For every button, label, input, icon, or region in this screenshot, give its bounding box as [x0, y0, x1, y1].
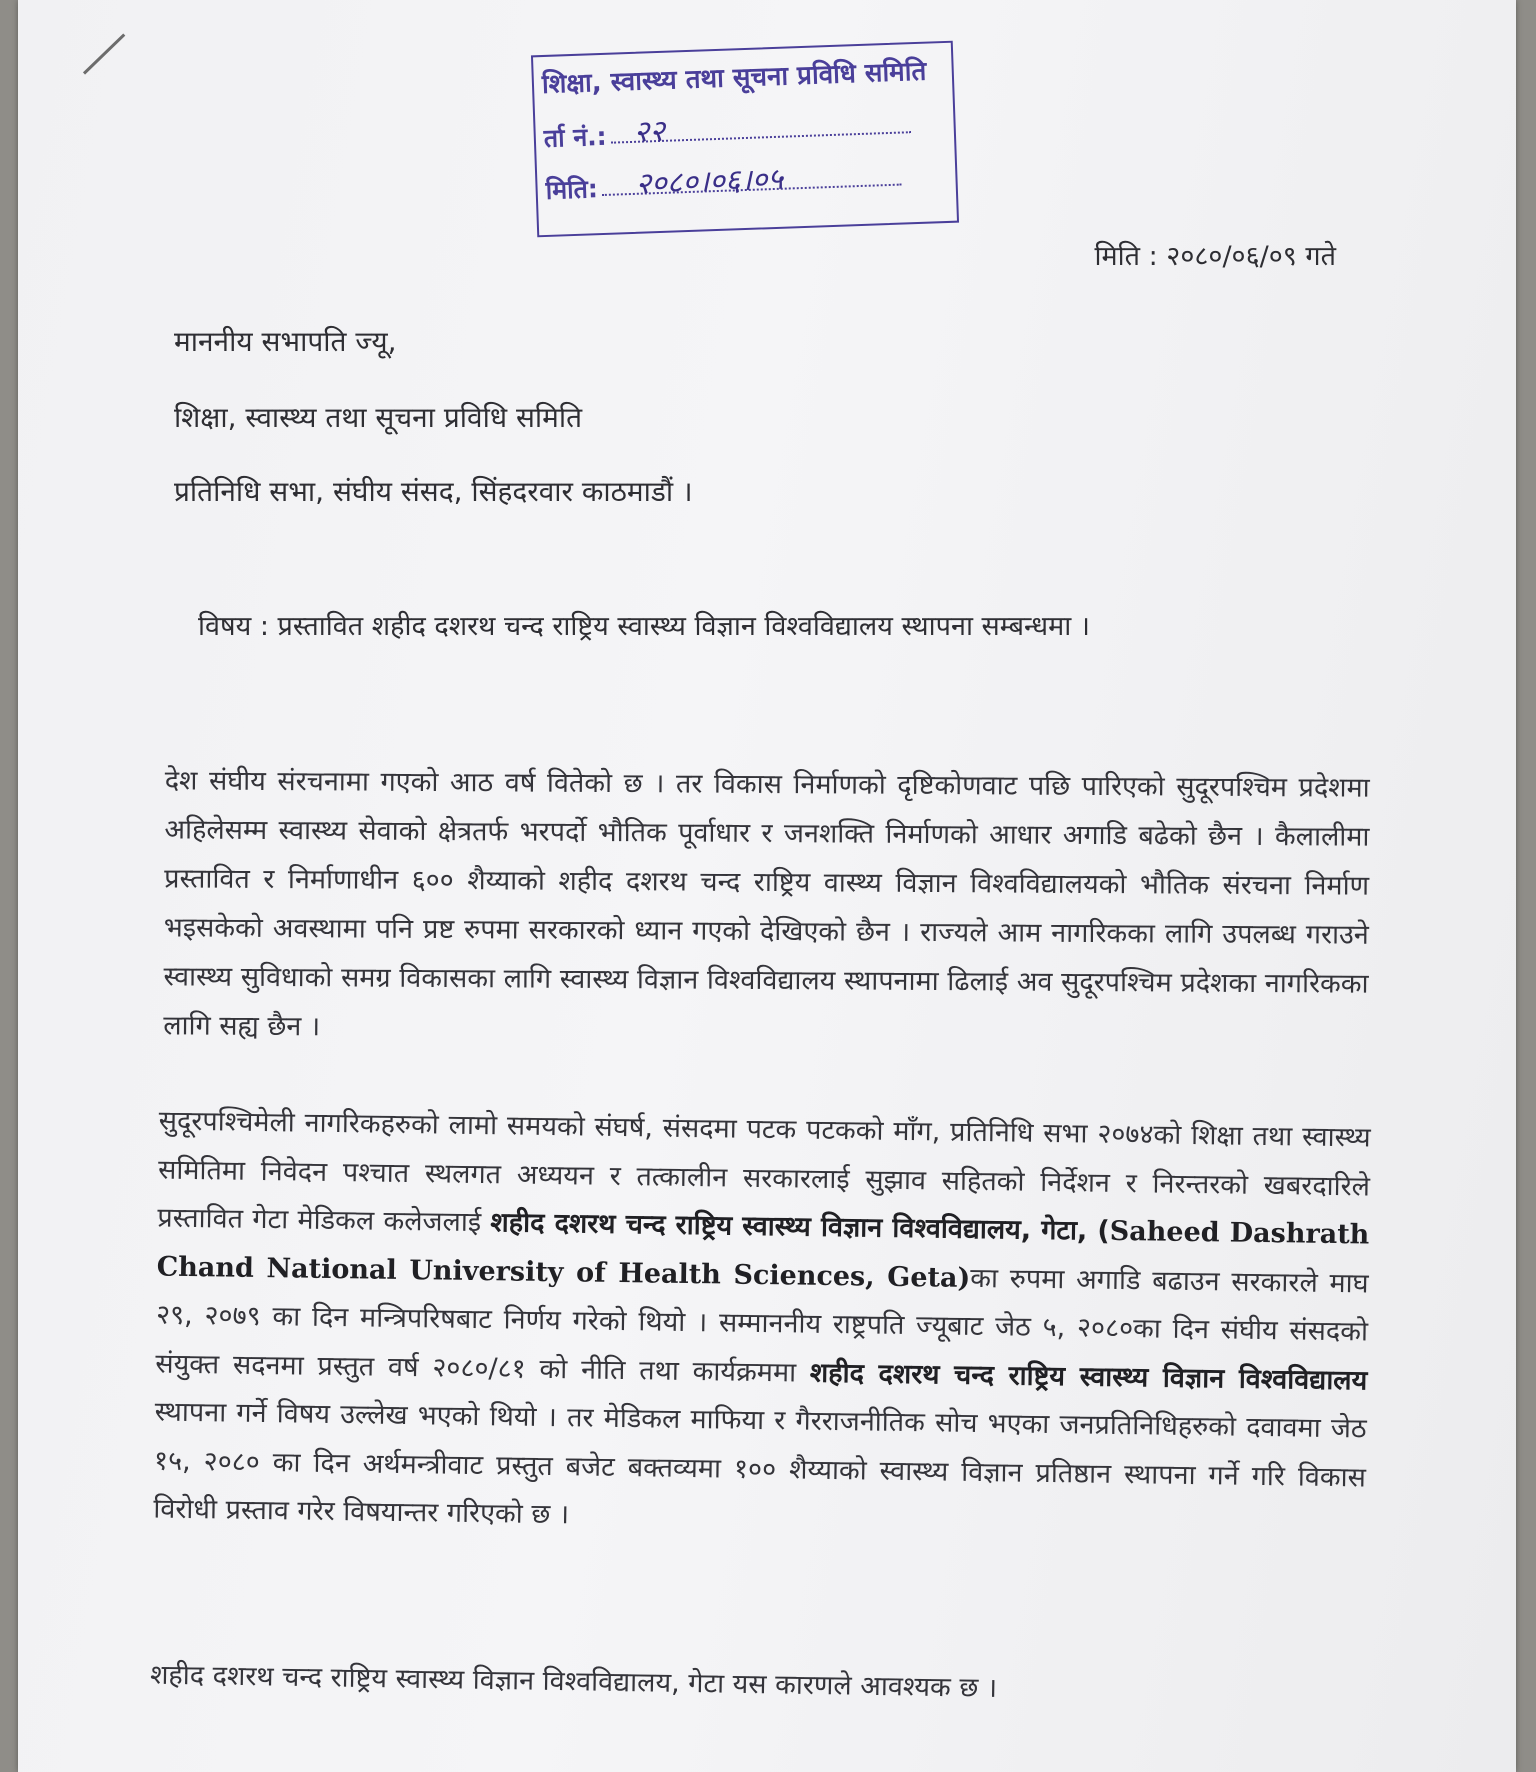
paragraph-2-bold-university-name: शहीद दशरथ चन्द राष्ट्रिय स्वास्थ्य विज्ञान विश्वविद्यालय, गेटा, ( [490, 1207, 1110, 1247]
recipient-address: प्रतिनिधि सभा, संघीय संसद, सिंहदरवार काठमाडौं । [174, 475, 693, 508]
stamp-number-value: २२ [633, 113, 666, 150]
paragraph-2-part-2: का रुपमा अगाडि बढाउन सरकारले माघ २९, २०७९ का दिन मन्त्रिपरिषबाट निर्णय गरेको थियो । सम्माननीय राष्ट्रपति ज्यूबाट जेठ ५, २०८०का दिन संघीय संसदको संयुक्त सदनमा प्रस्तुत वर्ष २०८०/८१ को नीति तथा कार्यक्रममा [155, 1262, 1369, 1389]
recipient-committee: शिक्षा, स्वास्थ्य तथा सूचना प्रविधि समिति [174, 401, 583, 434]
stamp-number-row [543, 108, 911, 155]
letter-page [18, 0, 1516, 1772]
paragraph-2 [153, 1098, 1371, 1551]
registration-stamp [531, 41, 959, 238]
stamp-title: शिक्षा, स्वास्थ्य तथा सूचना प्रविधि समिति [541, 56, 927, 101]
stamp-number-label: र्ता नं.: [543, 121, 608, 154]
stamp-date-label: मिति: [545, 174, 599, 205]
stamp-date-value: २०८०।०६।०५ [634, 161, 784, 202]
paragraph-2-part-3: स्थापना गर्ने विषय उल्लेख भएको थियो । तर मेडिकल माफिया र गैरराजनीतिक सोच भएका जनप्रतिनिधिहरुको दवावमा जेठ १५, २०८० का दिन अर्थमन्त्रीवाट प्रस्तुत बजेट बक्तव्यमा १०० शैय्याको स्वास्थ्य विज्ञान प्रतिष्ठान स्थापना गर्ने गरि विकास विरोधी प्रस्ताव गरेर विषयान्तर गरिएको छ । [153, 1396, 1367, 1531]
paragraph-2-part-1: सुदूरपश्चिमेली नागरिकहरुको लामो समयको संघर्ष, संसदमा पटक पटकको माँग, प्रतिनिधि सभा २०७४को शिक्षा तथा स्वास्थ्य समितिमा निवेदन पश्चात स्थलगत अध्ययन र तत्कालीन सरकारलाई सुझाव सहितको निर्देशन र निरन्तरको खबरदारिले प्रस्तावित गेटा मेडिकल कलेजलाई [157, 1105, 1371, 1239]
paragraph-1: देश संघीय संरचनामा गएको आठ वर्ष वितेको छ । तर विकास निर्माणको दृष्टिकोणवाट पछि पारिएको सुदूरपश्चिम प्रदेशमा अहिलेसम्म स्वास्थ्य सेवाको क्षेत्रतर्फ भरपर्दो भौतिक पूर्वाधार र जनशक्ति निर्माणको आधार अगाडि बढेको छैन । कैलालीमा प्रस्तावित र निर्माणाधीन ६०० शैय्याको शहीद दशरथ चन्द राष्ट्रिय वास्थ्य विज्ञान विश्वविद्यालयको भौतिक संरचना निर्माण भइसकेको अवस्थामा पनि प्रष्ट रुपमा सरकारको ध्यान गएको देखिएको छैन । राज्यले आम नागरिकका लागि उपलब्ध गराउने स्वास्थ्य सुविधाको समग्र विकासका लागि स्वास्थ्य विज्ञान विश्वविद्यालय स्थापनामा ढिलाई अव सुदूरपश्चिम प्रदेशका नागरिकका लागि सह्य छैन । [163, 765, 1370, 1043]
letter-date: मिति : २०८०/०६/०९ गते [1094, 241, 1336, 272]
paragraph-2-bold-english-name: Saheed Dashrath Chand National University of Health Sciences, Geta) [156, 1215, 1370, 1294]
paragraph-2-bold-university-name-2: शहीद दशरथ चन्द राष्ट्रिय स्वास्थ्य विज्ञान विश्वविद्यालय [809, 1357, 1368, 1396]
stamp-date-row [545, 161, 902, 207]
recipient-salutation: माननीय सभापति ज्यू, [174, 325, 397, 358]
paragraph-3: शहीद दशरथ चन्द राष्ट्रिय स्वास्थ्य विज्ञान विश्वविद्यालय, गेटा यस कारणले आवश्यक छ । [149, 1659, 998, 1704]
letter-subject: विषय : प्रस्तावित शहीद दशरथ चन्द राष्ट्रिय स्वास्थ्य विज्ञान विश्वविद्यालय स्थापना सम्बन्धमा । [198, 611, 1091, 642]
pencil-mark [83, 34, 125, 75]
